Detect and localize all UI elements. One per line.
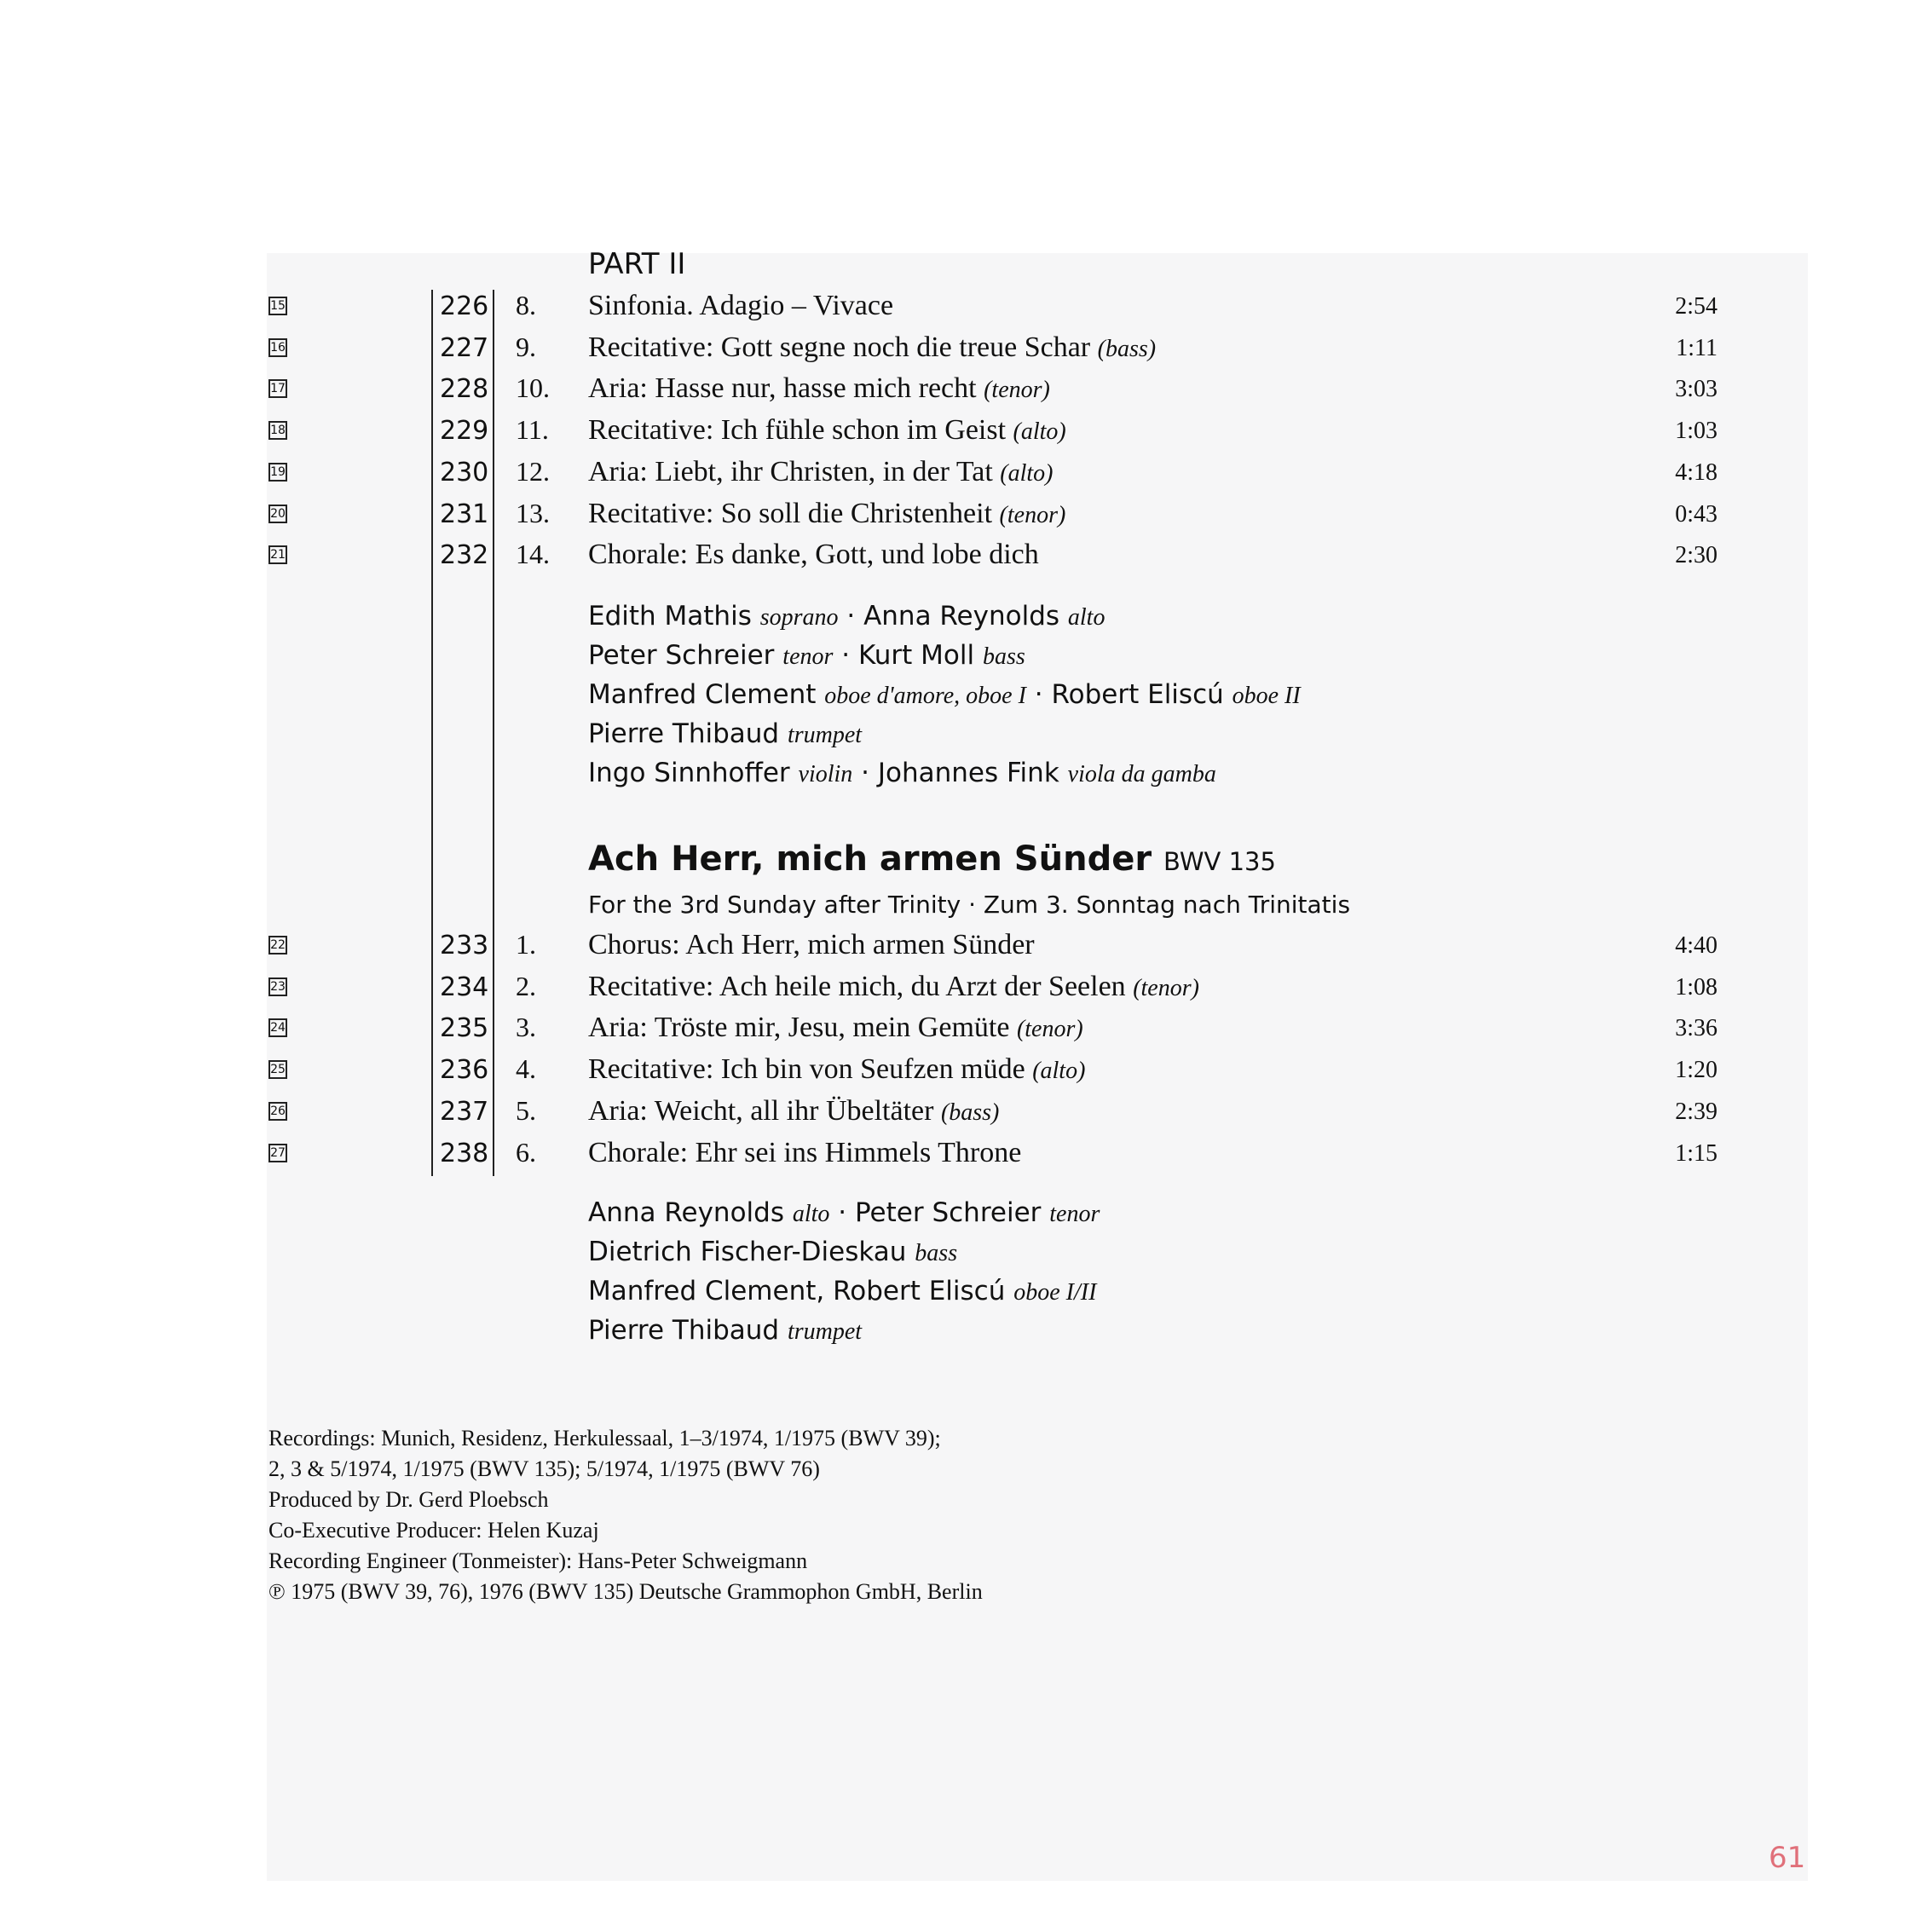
track-title xyxy=(588,372,1050,405)
track-title xyxy=(588,929,1035,961)
track-title-text: Chorus: Ach Herr, mich armen Sünder xyxy=(588,929,1035,960)
track-title-text: Recitative: Ich bin von Seufzen müde xyxy=(588,1053,1025,1086)
work-title xyxy=(588,839,1276,879)
track-duration: 4:40 xyxy=(1675,932,1717,959)
track-title xyxy=(588,539,1039,571)
credit-line: Co-Executive Producer: Helen Kuzaj xyxy=(268,1518,599,1543)
cd-track-box: 17 xyxy=(268,379,287,398)
performer-name: Dietrich Fischer-Dieskau xyxy=(588,1237,907,1267)
performer-role: bass xyxy=(982,643,1025,670)
voice-part: (tenor) xyxy=(1016,1016,1083,1043)
credit-line: 2, 3 & 5/1974, 1/1975 (BWV 135); 5/1974, 1/1975 (BWV 76) xyxy=(268,1456,820,1481)
performer-role: violin xyxy=(798,761,853,787)
track-title xyxy=(588,290,893,322)
track-title xyxy=(588,971,1199,1003)
performer-name: Anna Reynolds xyxy=(863,601,1060,632)
track-duration: 2:39 xyxy=(1675,1098,1717,1125)
recording-credits xyxy=(268,1423,983,1607)
column-rule-right xyxy=(493,290,494,1176)
track-number: 234 xyxy=(440,972,489,1002)
track-number: 236 xyxy=(440,1055,489,1086)
voice-part: (alto) xyxy=(1032,1058,1086,1085)
cd-track-box: 18 xyxy=(268,421,287,440)
voice-part: (tenor) xyxy=(1133,974,1199,1001)
performer-name: Peter Schreier xyxy=(854,1197,1042,1228)
performer-role: soprano xyxy=(759,604,839,631)
work-bwv: BWV 135 xyxy=(1163,847,1276,876)
performer-name: Anna Reynolds xyxy=(588,1197,784,1228)
credit-line: Produced by Dr. Gerd Ploebsch xyxy=(268,1487,549,1512)
track-title-text: Aria: Tröste mir, Jesu, mein Gemüte xyxy=(588,1012,1010,1044)
cd-track-box: 27 xyxy=(268,1144,287,1162)
movement-index: 4. xyxy=(516,1053,536,1085)
track-duration: 1:03 xyxy=(1675,418,1717,445)
performer-role: tenor xyxy=(1049,1201,1100,1227)
part-heading: PART II xyxy=(588,247,686,281)
voice-part: (tenor) xyxy=(999,501,1066,528)
track-number: 238 xyxy=(440,1138,489,1168)
movement-index: 3. xyxy=(516,1012,536,1043)
separator-dot: · xyxy=(829,1197,855,1228)
movement-index: 14. xyxy=(516,539,550,570)
performer-role: alto xyxy=(792,1201,830,1227)
track-duration: 2:30 xyxy=(1675,542,1717,569)
track-number: 231 xyxy=(440,499,489,529)
movement-index: 11. xyxy=(516,414,549,446)
performer-role: oboe d'amore, oboe I xyxy=(824,683,1026,709)
track-title-text: Recitative: So soll die Christenheit xyxy=(588,497,993,529)
credit-line: Recording Engineer (Tonmeister): Hans-Peter Schweigmann xyxy=(268,1548,808,1573)
performer-role: viola da gamba xyxy=(1067,761,1216,787)
track-number: 237 xyxy=(440,1096,489,1127)
movement-index: 12. xyxy=(516,455,550,487)
performer-line xyxy=(588,679,1301,710)
track-title xyxy=(588,1053,1085,1086)
performer-name: Manfred Clement, Robert Eliscú xyxy=(588,1276,1006,1306)
performer-line xyxy=(588,640,1025,671)
performer-line xyxy=(588,601,1105,632)
track-duration: 1:08 xyxy=(1675,973,1717,1001)
track-title xyxy=(588,332,1156,364)
cd-track-box: 22 xyxy=(268,936,287,954)
credit-line: Recordings: Munich, Residenz, Herkulessaal, 1–3/1974, 1/1975 (BWV 39); xyxy=(268,1426,941,1450)
track-duration: 1:20 xyxy=(1675,1057,1717,1084)
cd-track-box: 25 xyxy=(268,1060,287,1079)
performer-role: oboe II xyxy=(1232,683,1301,709)
cd-track-box: 24 xyxy=(268,1018,287,1037)
separator-dot: · xyxy=(838,601,864,632)
track-number: 233 xyxy=(440,931,489,960)
performer-line xyxy=(588,1237,957,1267)
performer-name: Kurt Moll xyxy=(857,640,975,671)
performer-line xyxy=(588,1315,862,1346)
page-number: 61 xyxy=(1769,1841,1806,1875)
separator-dot: · xyxy=(852,758,878,788)
track-title xyxy=(588,414,1066,447)
movement-index: 5. xyxy=(516,1094,536,1126)
track-title-text: Chorale: Es danke, Gott, und lobe dich xyxy=(588,539,1039,571)
track-title-text: Aria: Hasse nur, hasse mich recht xyxy=(588,372,977,405)
track-number: 228 xyxy=(440,374,489,405)
track-title xyxy=(588,1137,1021,1169)
separator-dot: · xyxy=(1025,679,1052,710)
movement-index: 1. xyxy=(516,929,536,960)
credit-line: ℗ 1975 (BWV 39, 76), 1976 (BWV 135) Deutsche Grammophon GmbH, Berlin xyxy=(268,1579,983,1604)
voice-part: (bass) xyxy=(1097,335,1157,362)
track-title xyxy=(588,498,1065,530)
cd-track-box: 16 xyxy=(268,338,287,357)
performer-line xyxy=(588,1276,1096,1306)
track-title xyxy=(588,1012,1083,1044)
performer-name: Peter Schreier xyxy=(588,640,775,671)
performer-line xyxy=(588,718,862,749)
track-title xyxy=(588,1095,999,1127)
performer-role: tenor xyxy=(782,643,834,670)
track-duration: 1:15 xyxy=(1675,1139,1717,1167)
track-title-text: Recitative: Gott segne noch die treue Schar xyxy=(588,331,1091,363)
cd-track-box: 20 xyxy=(268,505,287,523)
performer-name: Johannes Fink xyxy=(877,758,1059,788)
cd-track-box: 26 xyxy=(268,1102,287,1121)
movement-index: 10. xyxy=(516,372,550,404)
track-number: 232 xyxy=(440,540,489,571)
track-title-text: Recitative: Ich fühle schon im Geist xyxy=(588,414,1007,447)
performer-role: trumpet xyxy=(787,1318,863,1345)
movement-index: 8. xyxy=(516,290,536,320)
performer-name: Manfred Clement xyxy=(588,679,817,710)
cd-track-box: 19 xyxy=(268,463,287,482)
performer-name: Pierre Thibaud xyxy=(588,1315,780,1346)
track-duration: 3:36 xyxy=(1675,1015,1717,1042)
voice-part: (alto) xyxy=(1013,418,1066,446)
cd-track-box: 21 xyxy=(268,545,287,564)
voice-part: (bass) xyxy=(940,1099,1000,1126)
track-number: 235 xyxy=(440,1013,489,1044)
performer-role: bass xyxy=(915,1240,958,1266)
track-duration: 1:11 xyxy=(1676,334,1717,361)
movement-index: 2. xyxy=(516,970,536,1001)
cd-track-box: 15 xyxy=(268,297,287,315)
movement-index: 9. xyxy=(516,331,536,362)
track-title-text: Chorale: Ehr sei ins Himmels Throne xyxy=(588,1136,1022,1168)
track-number: 226 xyxy=(440,291,489,321)
work-subtitle: For the 3rd Sunday after Trinity · Zum 3. Sonntag nach Trinitatis xyxy=(588,891,1351,919)
movement-index: 13. xyxy=(516,497,550,528)
performer-role: trumpet xyxy=(787,722,863,748)
track-title-text: Recitative: Ach heile mich, du Arzt der Seelen xyxy=(588,970,1126,1002)
performer-name: Ingo Sinnhoffer xyxy=(588,758,790,788)
performer-role: oboe I/II xyxy=(1013,1279,1097,1306)
track-duration: 3:03 xyxy=(1675,376,1717,403)
track-number: 230 xyxy=(440,457,489,487)
separator-dot: · xyxy=(833,640,858,671)
performer-line xyxy=(588,1197,1100,1228)
performer-name: Edith Mathis xyxy=(588,601,752,632)
track-duration: 0:43 xyxy=(1675,500,1717,528)
track-title xyxy=(588,456,1054,488)
voice-part: (alto) xyxy=(1000,459,1054,487)
work-title-text: Ach Herr, mich armen Sünder xyxy=(588,839,1152,879)
performer-line xyxy=(588,758,1216,788)
performer-name: Pierre Thibaud xyxy=(588,718,780,749)
track-title-text: Sinfonia. Adagio – Vivace xyxy=(588,290,894,321)
column-rule-left xyxy=(431,290,433,1176)
track-number: 227 xyxy=(440,332,489,363)
performer-name: Robert Eliscú xyxy=(1051,679,1224,710)
movement-index: 6. xyxy=(516,1136,536,1168)
track-title-text: Aria: Liebt, ihr Christen, in der Tat xyxy=(588,455,993,487)
cd-track-box: 23 xyxy=(268,978,287,996)
voice-part: (tenor) xyxy=(984,377,1050,404)
track-duration: 2:54 xyxy=(1675,293,1717,320)
track-number: 229 xyxy=(440,416,489,447)
performer-role: alto xyxy=(1067,604,1105,631)
track-duration: 4:18 xyxy=(1675,458,1717,486)
track-title-text: Aria: Weicht, all ihr Übeltäter xyxy=(588,1094,934,1127)
